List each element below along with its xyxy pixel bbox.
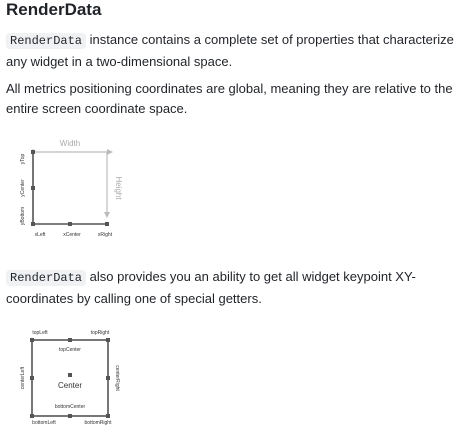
ybottom-label: yBottom <box>20 206 26 226</box>
height-label: Height <box>114 176 123 200</box>
top-center-label: topCenter <box>59 347 81 353</box>
renderdata-code: RenderData <box>6 33 86 49</box>
bottom-right-marker <box>106 414 110 418</box>
width-arrow <box>107 149 113 155</box>
xright-label: xRight <box>97 232 113 238</box>
top-left-label: topLeft <box>32 330 48 336</box>
xcenter-marker <box>68 222 72 226</box>
top-left-marker <box>30 338 34 342</box>
bottom-center-marker <box>68 414 72 418</box>
width-label: Width <box>59 139 81 148</box>
keypoints-diagram <box>14 326 129 428</box>
center-left-marker <box>30 376 34 380</box>
ycenter-marker <box>31 186 35 190</box>
xright-marker <box>105 222 109 226</box>
bottom-center-label: bottomCenter <box>54 404 86 410</box>
center-right-marker <box>106 376 110 380</box>
bottom-right-label: bottomRight <box>84 420 112 426</box>
bottom-left-marker <box>30 414 34 418</box>
getters-paragraph <box>6 267 468 308</box>
top-right-marker <box>106 338 110 342</box>
center-right-label: centerRight <box>114 365 120 391</box>
top-right-label: topRight <box>90 330 110 336</box>
center-marker <box>68 373 72 377</box>
page-title: RenderData <box>6 0 102 19</box>
top-center-marker <box>68 338 72 342</box>
ybottom-marker <box>31 222 35 226</box>
ycenter-label: yCenter <box>20 179 26 197</box>
xcenter-label: xCenter <box>63 232 81 238</box>
coordinates-diagram <box>14 136 124 242</box>
ytop-marker <box>31 150 35 154</box>
intro-paragraph <box>6 30 468 71</box>
metrics-note: All metrics positioning coordinates are global, meaning they are relative to the entire screen coordinate space. <box>6 81 453 116</box>
center-left-label: centerLeft <box>20 366 26 390</box>
bottom-left-label: bottomLeft <box>32 420 56 426</box>
xleft-label: xLeft <box>34 232 46 238</box>
center-label: Center <box>57 381 83 390</box>
getters-text: also provides you an ability to get all widget keypoint XY-coordinates by calling one of special getters. <box>6 269 416 306</box>
height-arrow <box>104 212 110 218</box>
intro-text: instance contains a complete set of properties that characterize any widget in a two-dimensional space. <box>6 32 454 69</box>
renderdata-code-2: RenderData <box>6 270 86 286</box>
ytop-label: yTop <box>20 153 26 165</box>
